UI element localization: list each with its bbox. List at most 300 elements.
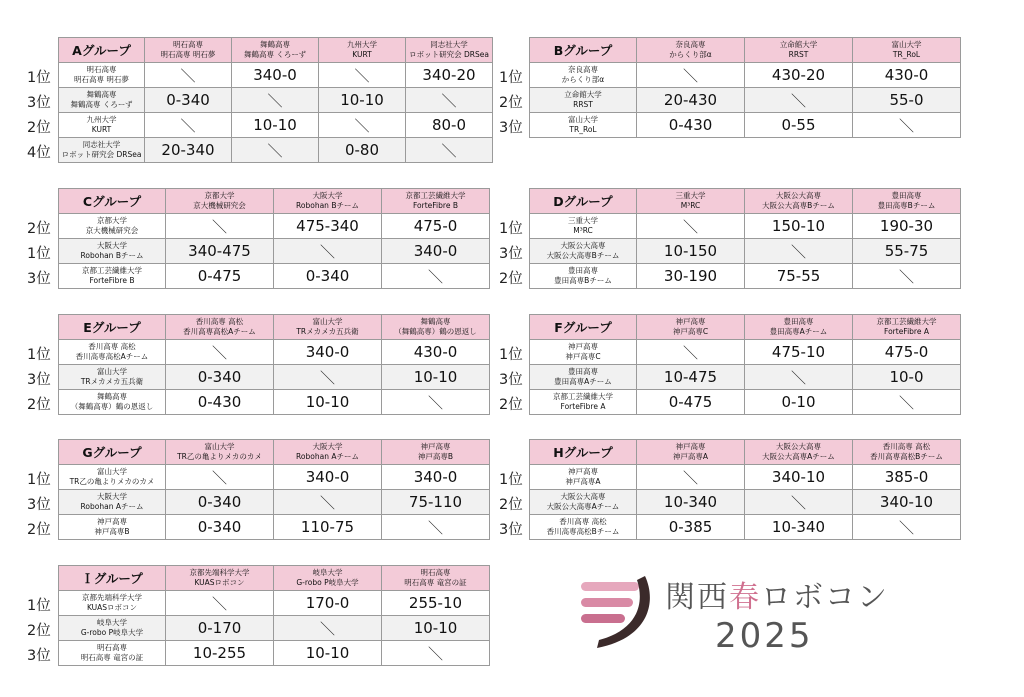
text-line: 明石高専 明石夢	[74, 75, 129, 84]
opponent-header	[319, 38, 406, 63]
text-line: 京都先端科学大学	[189, 568, 250, 577]
text-line: 立命館大学	[779, 40, 818, 49]
score-cell: 430-0	[853, 63, 961, 88]
rank-label: 3位	[499, 372, 523, 388]
score-cell: 20-430	[637, 88, 745, 113]
rank-label: 3位	[499, 246, 523, 262]
text-line: 豊田高専Bチーム	[877, 201, 936, 210]
text-line: 神戸高専	[675, 317, 706, 326]
logo-bar-2	[581, 598, 633, 607]
rank-label: 1位	[27, 70, 51, 86]
text-line: 大阪大学	[97, 492, 127, 501]
score-cell: 0-340	[166, 490, 274, 515]
team-row	[59, 264, 490, 289]
no-match-cell: ＼	[382, 515, 490, 540]
no-match-cell: ＼	[319, 113, 406, 138]
no-match-cell: ＼	[274, 490, 382, 515]
rank-label: 2位	[499, 497, 523, 513]
no-match-cell: ＼	[232, 138, 319, 163]
team-row	[530, 465, 961, 490]
text-line: からくり部α	[669, 50, 712, 59]
text-line: 豊田高専	[568, 367, 598, 376]
score-cell: 0-385	[637, 515, 745, 540]
no-match-cell: ＼	[745, 490, 853, 515]
text-line: M³RC	[573, 226, 593, 235]
score-cell: 10-340	[637, 490, 745, 515]
rank-label: 2位	[27, 397, 51, 413]
text-line: M³RC	[680, 201, 701, 210]
team-name	[530, 465, 637, 490]
team-name	[59, 490, 166, 515]
text-line: 九州大学	[347, 40, 377, 49]
team-row	[59, 490, 490, 515]
text-line: 大阪大学	[312, 442, 343, 451]
opponent-header	[745, 189, 853, 214]
team-row	[530, 490, 961, 515]
no-match-cell: ＼	[637, 340, 745, 365]
opponent-header	[406, 38, 493, 63]
score-cell: 385-0	[853, 465, 961, 490]
opponent-header	[166, 315, 274, 340]
header-row	[530, 189, 961, 214]
opponent-header	[382, 440, 490, 465]
team-name	[59, 138, 145, 163]
event-logo	[575, 566, 925, 661]
team-row	[530, 88, 961, 113]
text-line: ロボット研究会 DRSea	[409, 50, 489, 59]
team-row	[59, 390, 490, 415]
text-line: Robohan Bチーム	[296, 201, 359, 210]
logo-bar-1	[581, 582, 639, 591]
no-match-cell: ＼	[274, 616, 382, 641]
header-row	[59, 566, 490, 591]
text-line: からくり部α	[561, 75, 605, 84]
team-row	[59, 340, 490, 365]
text-line: 豊田高専	[783, 317, 814, 326]
group-name: Cグループ	[59, 189, 166, 214]
score-cell: 255-10	[382, 591, 490, 616]
text-line: 京都大学	[97, 216, 127, 225]
text-line: 京都大学	[204, 191, 235, 200]
text-line: 香川高専高松Aチーム	[183, 327, 256, 336]
opponent-header	[853, 38, 961, 63]
group-name: Fグループ	[530, 315, 637, 340]
rank-label: 1位	[27, 347, 51, 363]
text-line: TRメカメカ五兵衛	[80, 377, 144, 386]
text-line: （舞鶴高専）鶴の恩返し	[70, 402, 154, 411]
score-cell: 430-0	[382, 340, 490, 365]
group-table	[529, 439, 961, 540]
team-name	[59, 616, 166, 641]
text-line: 香川高専 高松	[195, 317, 244, 326]
text-line: 神戸高専A	[672, 452, 709, 461]
no-match-cell: ＼	[166, 465, 274, 490]
text-line: 神戸高専	[568, 342, 598, 351]
opponent-header	[274, 566, 382, 591]
score-cell: 10-10	[319, 88, 406, 113]
text-line: 香川高専高松Aチーム	[75, 352, 149, 361]
score-cell: 340-0	[382, 465, 490, 490]
opponent-header	[382, 315, 490, 340]
text-line: 豊田高専	[891, 191, 922, 200]
team-name	[530, 239, 637, 264]
opponent-header	[166, 189, 274, 214]
score-cell: 10-10	[274, 641, 382, 666]
rank-label: 2位	[27, 623, 51, 639]
team-name	[530, 88, 637, 113]
score-cell: 0-170	[166, 616, 274, 641]
score-cell: 340-0	[274, 340, 382, 365]
score-cell: 150-10	[745, 214, 853, 239]
text-line: 舞鶴高専 くろーず	[243, 50, 306, 59]
score-cell: 10-0	[853, 365, 961, 390]
logo-mark-icon	[575, 572, 657, 652]
team-name	[530, 490, 637, 515]
opponent-header	[637, 189, 745, 214]
rank-label: 2位	[27, 120, 51, 136]
team-row	[59, 138, 493, 163]
group-name: Ｉグループ	[59, 566, 166, 591]
no-match-cell: ＼	[382, 264, 490, 289]
no-match-cell: ＼	[319, 63, 406, 88]
text-line: 富山大学	[97, 467, 127, 476]
team-row	[59, 113, 493, 138]
score-cell: 430-20	[745, 63, 853, 88]
header-row	[530, 38, 961, 63]
team-name	[59, 365, 166, 390]
team-name	[530, 214, 637, 239]
text-line: ForteFibre B	[89, 276, 135, 285]
header-row	[530, 315, 961, 340]
text-line: 明石高専 竜宮の証	[80, 653, 144, 662]
team-name	[59, 515, 166, 540]
opponent-header	[637, 315, 745, 340]
team-row	[530, 63, 961, 88]
text-line: 京都先端科学大学	[82, 593, 142, 602]
text-line: KURT	[352, 50, 372, 59]
opponent-header	[637, 440, 745, 465]
group-table	[529, 188, 961, 289]
opponent-header	[637, 38, 745, 63]
text-line: G-robo P岐阜大学	[296, 578, 359, 587]
team-name	[59, 340, 166, 365]
text-line: 大阪公大高専	[560, 492, 606, 501]
score-cell: 75-55	[745, 264, 853, 289]
text-line: 大阪公大高専Aチーム	[762, 452, 835, 461]
text-line: 明石高専 明石夢	[160, 50, 216, 59]
text-line: TR_RoL	[569, 125, 597, 134]
rank-label: 2位	[27, 522, 51, 538]
rank-label: 1位	[499, 347, 523, 363]
text-line: 香川高専高松Bチーム	[546, 527, 620, 536]
score-cell: 80-0	[406, 113, 493, 138]
score-cell: 340-0	[382, 239, 490, 264]
team-name	[530, 390, 637, 415]
text-line: Robohan Aチーム	[296, 452, 359, 461]
text-line: 大阪公大高専Aチーム	[546, 502, 620, 511]
rank-label: 3位	[27, 372, 51, 388]
text-line: ForteFibre A	[884, 327, 929, 336]
rank-label: 3位	[499, 522, 523, 538]
no-match-cell: ＼	[406, 138, 493, 163]
header-row	[59, 440, 490, 465]
text-line: 大阪公大高専Bチーム	[546, 251, 620, 260]
text-line: 大阪公大高専	[560, 241, 606, 250]
score-cell: 0-475	[166, 264, 274, 289]
opponent-header	[745, 315, 853, 340]
team-row	[530, 214, 961, 239]
opponent-header	[166, 566, 274, 591]
text-line: 京都工芸繊維大学	[405, 191, 466, 200]
rank-label: 3位	[27, 648, 51, 664]
no-match-cell: ＼	[745, 365, 853, 390]
team-row	[530, 515, 961, 540]
text-line: 豊田高専	[568, 266, 598, 275]
team-row	[59, 616, 490, 641]
score-cell: 55-0	[853, 88, 961, 113]
opponent-header	[853, 315, 961, 340]
score-cell: 475-0	[382, 214, 490, 239]
no-match-cell: ＼	[166, 340, 274, 365]
score-cell: 340-10	[745, 465, 853, 490]
team-row	[530, 239, 961, 264]
text-line: 舞鶴高専	[97, 392, 127, 401]
group-table	[58, 439, 490, 540]
text-line: 豊田高専Aチーム	[554, 377, 612, 386]
header-row	[59, 315, 490, 340]
score-cell: 10-255	[166, 641, 274, 666]
score-cell: 0-55	[745, 113, 853, 138]
text-line: 明石高専	[86, 65, 117, 74]
text-line: 岐阜大学	[312, 568, 343, 577]
no-match-cell: ＼	[853, 113, 961, 138]
text-line: Robohan Aチーム	[80, 502, 144, 511]
team-row	[59, 465, 490, 490]
team-row	[530, 264, 961, 289]
score-cell: 475-10	[745, 340, 853, 365]
score-cell: 30-190	[637, 264, 745, 289]
team-row	[59, 591, 490, 616]
text-line: 三重大学	[568, 216, 598, 225]
text-line: 香川高専 高松	[882, 442, 931, 451]
rank-label: 1位	[499, 70, 523, 86]
score-cell: 10-10	[274, 390, 382, 415]
text-line: 京都工芸繊維大学	[876, 317, 937, 326]
opponent-header	[232, 38, 319, 63]
rank-label: 1位	[27, 598, 51, 614]
no-match-cell: ＼	[166, 591, 274, 616]
score-cell: 340-20	[406, 63, 493, 88]
text-line: 京大機械研究会	[85, 226, 139, 235]
rank-label: 2位	[499, 95, 523, 111]
no-match-cell: ＼	[745, 239, 853, 264]
group-name: Dグループ	[530, 189, 637, 214]
score-cell: 10-10	[382, 365, 490, 390]
text-line: （舞鶴高専）鶴の恩返し	[394, 327, 477, 336]
no-match-cell: ＼	[406, 88, 493, 113]
team-name	[530, 113, 637, 138]
text-line: 富山大学	[891, 40, 922, 49]
group-table	[58, 314, 490, 415]
text-line: 同志社大学	[430, 40, 468, 49]
no-match-cell: ＼	[274, 365, 382, 390]
opponent-header	[853, 440, 961, 465]
text-line: 京都工芸繊維大学	[553, 392, 613, 401]
team-name	[530, 340, 637, 365]
rank-label: 2位	[499, 271, 523, 287]
rank-label: 1位	[499, 472, 523, 488]
text-line: KUASロボコン	[86, 603, 138, 612]
rank-label: 1位	[27, 472, 51, 488]
rank-label: 3位	[499, 120, 523, 136]
score-cell: 0-340	[145, 88, 232, 113]
text-line: 神戸高専	[97, 517, 127, 526]
team-name	[59, 591, 166, 616]
no-match-cell: ＼	[145, 63, 232, 88]
team-row	[530, 365, 961, 390]
text-line: RRST	[788, 50, 809, 59]
text-line: 豊田高専Aチーム	[769, 327, 828, 336]
opponent-header	[745, 440, 853, 465]
logo-title	[665, 572, 889, 616]
score-cell: 110-75	[274, 515, 382, 540]
score-cell: 10-150	[637, 239, 745, 264]
team-row	[59, 214, 490, 239]
team-name	[59, 264, 166, 289]
text-line: 富山大学	[204, 442, 235, 451]
score-cell: 0-430	[166, 390, 274, 415]
team-row	[530, 390, 961, 415]
group-table	[58, 565, 490, 666]
team-row	[530, 113, 961, 138]
score-cell: 0-340	[274, 264, 382, 289]
text-line: 神戸高専C	[565, 352, 601, 361]
score-cell: 475-340	[274, 214, 382, 239]
rank-label: 1位	[499, 221, 523, 237]
text-line: 明石高専	[420, 568, 451, 577]
text-line: 富山大学	[97, 367, 127, 376]
header-row	[530, 440, 961, 465]
score-cell: 170-0	[274, 591, 382, 616]
group-name: Eグループ	[59, 315, 166, 340]
team-row	[59, 239, 490, 264]
text-line: 舞鶴高専	[420, 317, 451, 326]
opponent-header	[145, 38, 232, 63]
logo-title-post: ロボコン	[761, 580, 889, 615]
no-match-cell: ＼	[853, 264, 961, 289]
text-line: 神戸高専	[675, 442, 706, 451]
score-cell: 0-340	[166, 515, 274, 540]
text-line: 神戸高専B	[94, 527, 130, 536]
group-table	[529, 37, 961, 138]
team-name	[59, 113, 145, 138]
text-line: 大阪大学	[312, 191, 343, 200]
team-name	[530, 264, 637, 289]
score-cell: 75-110	[382, 490, 490, 515]
text-line: 京大機械研究会	[193, 201, 246, 210]
team-row	[59, 88, 493, 113]
no-match-cell: ＼	[853, 390, 961, 415]
no-match-cell: ＼	[637, 63, 745, 88]
team-name	[530, 515, 637, 540]
score-cell: 55-75	[853, 239, 961, 264]
text-line: 舞鶴高専 くろーず	[70, 100, 133, 109]
text-line: 明石高専	[173, 40, 203, 49]
text-line: RRST	[573, 100, 593, 109]
text-line: Robohan Bチーム	[80, 251, 144, 260]
text-line: 神戸高専C	[672, 327, 709, 336]
no-match-cell: ＼	[274, 239, 382, 264]
text-line: 舞鶴高専	[86, 90, 117, 99]
text-line: 奈良高専	[568, 65, 598, 74]
text-line: 神戸高専	[568, 467, 598, 476]
team-name	[59, 239, 166, 264]
text-line: 大阪公大高専Bチーム	[762, 201, 835, 210]
text-line: 岐阜大学	[97, 618, 127, 627]
text-line: 豊田高専Bチーム	[554, 276, 612, 285]
team-name	[59, 641, 166, 666]
score-cell: 0-10	[745, 390, 853, 415]
text-line: 立命館大学	[564, 90, 602, 99]
team-name	[59, 465, 166, 490]
text-line: 香川高専 高松	[88, 342, 136, 351]
logo-title-accent: 春	[729, 580, 761, 615]
text-line: KURT	[91, 125, 112, 134]
opponent-header	[166, 440, 274, 465]
team-name	[530, 63, 637, 88]
rank-label: 2位	[499, 397, 523, 413]
text-line: TR乙の亀よりメカのカメ	[69, 477, 155, 486]
group-table	[58, 37, 493, 163]
text-line: ForteFibre B	[413, 201, 458, 210]
no-match-cell: ＼	[637, 465, 745, 490]
opponent-header	[382, 189, 490, 214]
text-line: 九州大学	[86, 115, 117, 124]
score-cell: 340-475	[166, 239, 274, 264]
score-cell: 20-340	[145, 138, 232, 163]
group-name: Gグループ	[59, 440, 166, 465]
text-line: 同志社大学	[82, 140, 121, 149]
text-line: 香川高専高松Bチーム	[870, 452, 943, 461]
team-name	[59, 214, 166, 239]
logo-title-pre: 関西	[665, 580, 729, 615]
text-line: 香川高専 高松	[559, 517, 607, 526]
header-row	[59, 189, 490, 214]
score-cell: 340-0	[274, 465, 382, 490]
no-match-cell: ＼	[145, 113, 232, 138]
rank-label: 2位	[27, 221, 51, 237]
opponent-header	[274, 315, 382, 340]
team-row	[59, 63, 493, 88]
no-match-cell: ＼	[166, 214, 274, 239]
text-line: 三重大学	[675, 191, 706, 200]
score-cell: 10-10	[382, 616, 490, 641]
text-line: 明石高専 竜宮の証	[404, 578, 467, 587]
team-row	[59, 365, 490, 390]
text-line: 奈良高専	[675, 40, 706, 49]
team-name	[530, 365, 637, 390]
no-match-cell: ＼	[745, 88, 853, 113]
score-cell: 475-0	[853, 340, 961, 365]
text-line: 神戸高専A	[565, 477, 601, 486]
text-line: 京都工芸繊維大学	[82, 266, 142, 275]
logo-year: 2025	[715, 616, 814, 656]
no-match-cell: ＼	[853, 515, 961, 540]
rank-label: 3位	[27, 95, 51, 111]
text-line: TRメカメカ五兵衛	[296, 327, 359, 336]
text-line: 明石高専	[97, 643, 127, 652]
rank-label: 3位	[27, 497, 51, 513]
